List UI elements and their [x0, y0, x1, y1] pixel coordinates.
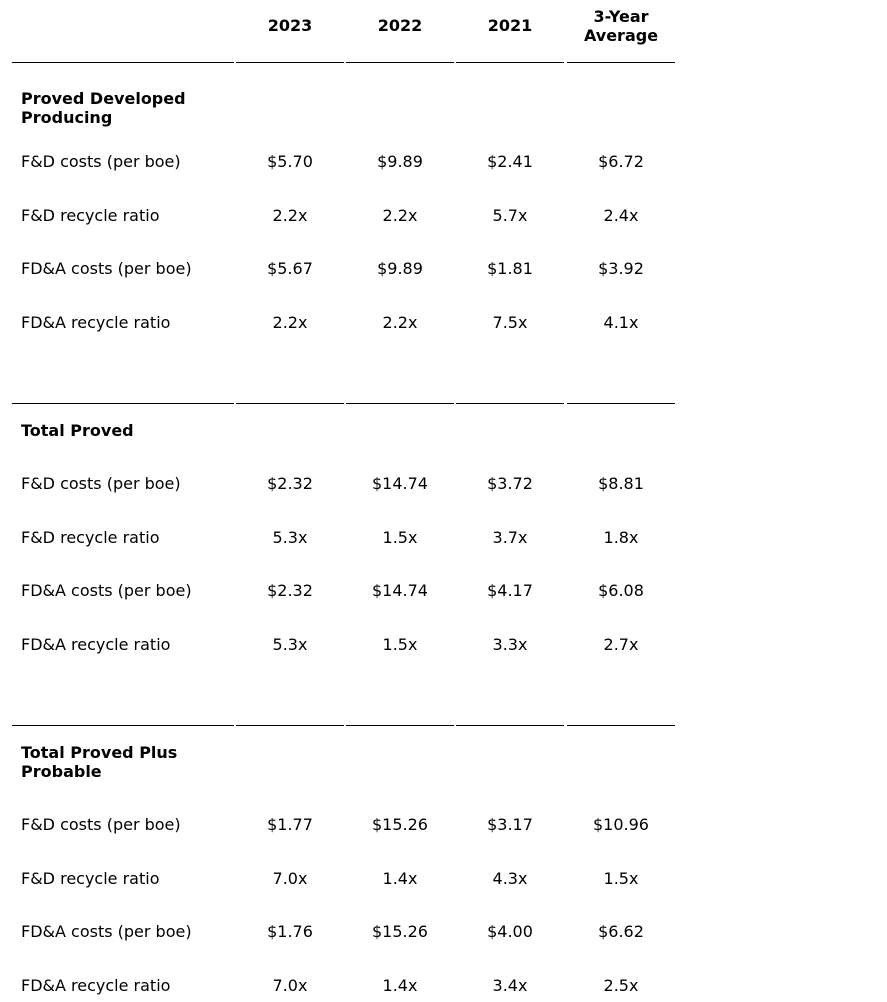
header-rule-label [12, 62, 234, 63]
row-label: F&D costs (per boe) [21, 152, 181, 171]
section-divider-line [456, 725, 564, 726]
cell-value: 7.5x [492, 312, 528, 332]
row-label: FD&A recycle ratio [21, 975, 171, 995]
cell-value: $1.81 [487, 259, 533, 278]
cell-value: $15.26 [372, 922, 428, 941]
cell-value: 3.3x [492, 634, 528, 654]
column-header-3-year-average [566, 7, 676, 45]
cell-value: 4.3x [492, 868, 528, 888]
cell-value: $5.70 [267, 152, 313, 171]
cell-value: 2.4x [603, 205, 639, 225]
cell-value: $9.89 [377, 259, 423, 278]
cell-value: 1.5x [382, 634, 418, 654]
cell-value: 5.3x [272, 634, 308, 654]
section-divider-line [236, 725, 344, 726]
cell-value: $5.67 [267, 259, 313, 278]
cell-value: $14.74 [372, 474, 428, 493]
header-rule-average [567, 62, 675, 63]
row-label: F&D costs (per boe) [21, 474, 181, 493]
cell-value: 3.4x [492, 975, 528, 995]
section-divider-line [456, 403, 564, 404]
column-header-2021: 2021 [487, 16, 533, 35]
cell-value: 1.5x [382, 527, 418, 547]
cell-value: 1.4x [382, 868, 418, 888]
cell-value: $3.17 [487, 815, 533, 834]
header-rule-2023 [236, 62, 344, 63]
cell-value: 2.2x [272, 205, 308, 225]
column-header-line-1: 3-Year [593, 7, 649, 26]
cell-value: $4.00 [487, 922, 533, 941]
row-label: F&D recycle ratio [21, 868, 160, 888]
section-divider-line [346, 725, 454, 726]
cell-value: 7.0x [272, 975, 308, 995]
row-label: F&D costs (per boe) [21, 815, 181, 834]
cell-value: $14.74 [372, 581, 428, 600]
cell-value: $15.26 [372, 815, 428, 834]
column-header-line-2: Average [583, 26, 659, 45]
section-divider-line [12, 403, 234, 404]
cell-value: $6.72 [598, 152, 644, 171]
cell-value: 7.0x [272, 868, 308, 888]
section-divider-line [346, 403, 454, 404]
cell-value: $1.76 [267, 922, 313, 941]
cell-value: 5.3x [272, 527, 308, 547]
cell-value: $8.81 [598, 474, 644, 493]
row-label: FD&A costs (per boe) [21, 581, 192, 600]
cell-value: $2.32 [267, 474, 313, 493]
cell-value: 5.7x [492, 205, 528, 225]
cell-value: 4.1x [603, 312, 639, 332]
cell-value: 1.5x [603, 868, 639, 888]
column-header-2023: 2023 [267, 16, 313, 35]
cell-value: $10.96 [593, 815, 649, 834]
cell-value: 2.5x [603, 975, 639, 995]
section-title: Proved Developed Producing [21, 89, 186, 127]
cell-value: 3.7x [492, 527, 528, 547]
section-title: Total Proved Plus Probable [21, 743, 178, 781]
cell-value: 1.8x [603, 527, 639, 547]
section-divider-line [567, 403, 675, 404]
cell-value: $2.41 [487, 152, 533, 171]
cell-value: 2.2x [382, 205, 418, 225]
cell-value: $4.17 [487, 581, 533, 600]
cell-value: $2.32 [267, 581, 313, 600]
header-rule-2022 [346, 62, 454, 63]
cell-value: 2.2x [382, 312, 418, 332]
cell-value: $6.62 [598, 922, 644, 941]
row-label: FD&A costs (per boe) [21, 259, 192, 278]
cell-value: $1.77 [267, 815, 313, 834]
row-label: FD&A recycle ratio [21, 312, 171, 332]
cell-value: $3.92 [598, 259, 644, 278]
cell-value: 2.2x [272, 312, 308, 332]
header-rule-2021 [456, 62, 564, 63]
cell-value: 2.7x [603, 634, 639, 654]
column-header-2022: 2022 [377, 16, 423, 35]
row-label: F&D recycle ratio [21, 205, 160, 225]
section-divider-line [236, 403, 344, 404]
section-divider-line [567, 725, 675, 726]
section-title: Total Proved [21, 421, 134, 440]
cell-value: $3.72 [487, 474, 533, 493]
row-label: FD&A recycle ratio [21, 634, 171, 654]
cell-value: $9.89 [377, 152, 423, 171]
row-label: F&D recycle ratio [21, 527, 160, 547]
cell-value: $6.08 [598, 581, 644, 600]
row-label: FD&A costs (per boe) [21, 922, 192, 941]
section-divider-line [12, 725, 234, 726]
cell-value: 1.4x [382, 975, 418, 995]
